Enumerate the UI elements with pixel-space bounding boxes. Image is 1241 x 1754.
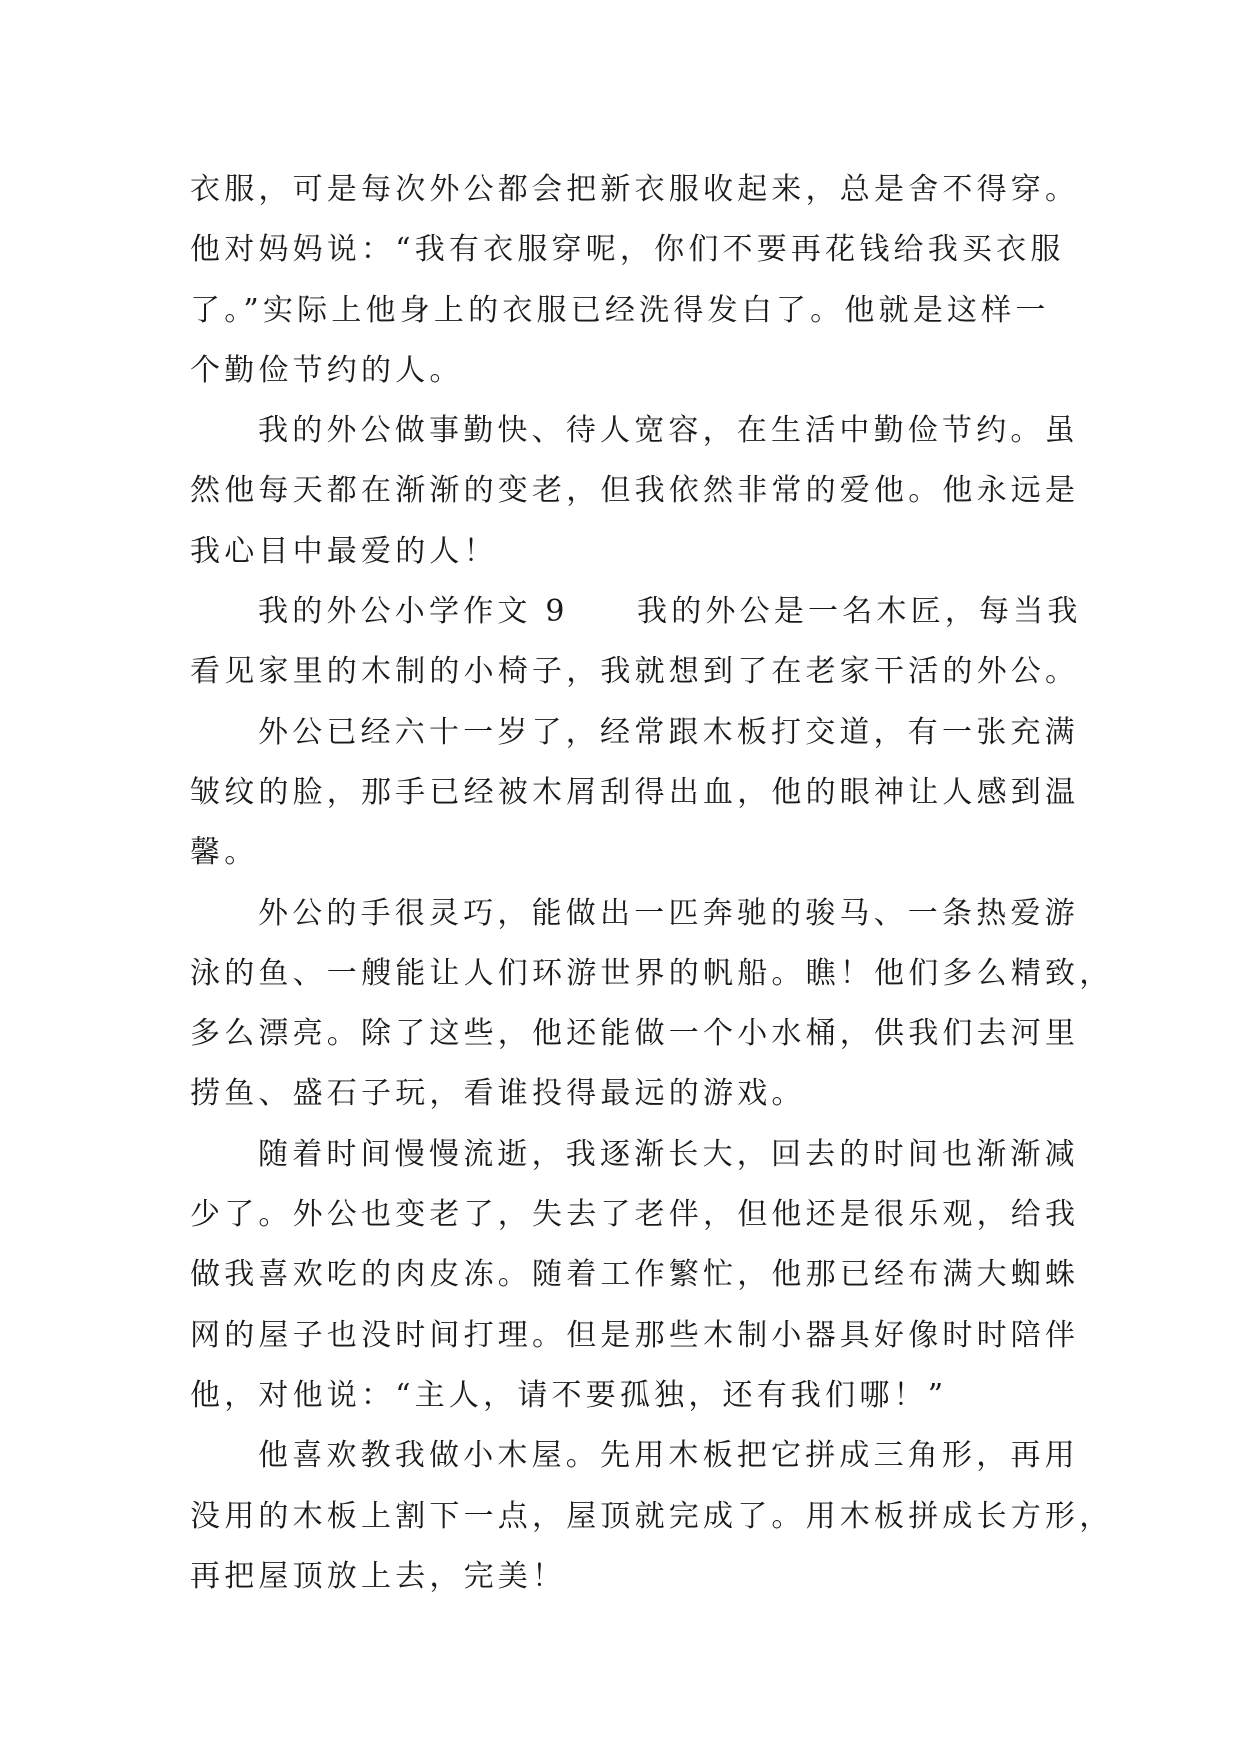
text-line: 做我喜欢吃的肉皮冻。随着工作繁忙，他那已经布满大蜘蛛 — [190, 1257, 1080, 1293]
text-line: 了。”实际上他身上的衣服已经洗得发白了。他就是这样一 — [190, 292, 1050, 328]
paragraph-first-line: 随着时间慢慢流逝，我逐渐长大，回去的时间也渐渐减 — [258, 1136, 1079, 1172]
text-line: 少了。外公也变老了，失去了老伴，但他还是很乐观，给我 — [190, 1197, 1080, 1233]
text-line: 多么漂亮。除了这些，他还能做一个小水桶，供我们去河里 — [190, 1016, 1080, 1052]
text-line: 他，对他说：“主人，请不要孤独，还有我们哪！” — [190, 1377, 948, 1413]
text-line: 皱纹的脸，那手已经被木屑刮得出血，他的眼神让人感到温 — [190, 774, 1080, 810]
text-line: 网的屋子也没时间打理。但是那些木制小器具好像时时陪伴 — [190, 1317, 1080, 1353]
paragraph-first-line: 他喜欢教我做小木屋。先用木板把它拼成三角形，再用 — [258, 1438, 1079, 1474]
text-line: 泳的鱼、一艘能让人们环游世界的帆船。瞧！他们多么精致， — [190, 955, 1114, 991]
text-line: 馨。 — [190, 835, 259, 871]
text-line: 捞鱼、盛石子玩，看谁投得最远的游戏。 — [190, 1076, 806, 1112]
text-line: 没用的木板上割下一点，屋顶就完成了。用木板拼成长方形， — [190, 1498, 1114, 1534]
paragraph-first-line: 外公的手很灵巧，能做出一匹奔驰的骏马、一条热爱游 — [258, 895, 1079, 931]
essay-body — [190, 160, 1114, 1607]
paragraph-first-line: 我的外公做事勤快、待人宽容，在生活中勤俭节约。虽 — [258, 413, 1079, 449]
text-line: 我心目中最爱的人！ — [190, 533, 498, 569]
paragraph-first-line: 外公已经六十一岁了，经常跟木板打交道，有一张充满 — [258, 714, 1079, 750]
essay-heading-line: 我的外公小学作文 9 我的外公是一名木匠，每当我 — [258, 594, 1082, 630]
text-line: 衣服，可是每次外公都会把新衣服收起来，总是舍不得穿。 — [190, 172, 1080, 207]
text-line: 看见家里的木制的小椅子，我就想到了在老家干活的外公。 — [190, 654, 1080, 690]
text-line: 然他每天都在渐渐的变老，但我依然非常的爱他。他永远是 — [190, 473, 1080, 509]
text-line: 再把屋顶放上去，完美！ — [190, 1558, 567, 1594]
text-line: 个勤俭节约的人。 — [190, 352, 464, 388]
text-line: 他对妈妈说：“我有衣服穿呢，你们不要再花钱给我买衣服 — [190, 232, 1065, 268]
